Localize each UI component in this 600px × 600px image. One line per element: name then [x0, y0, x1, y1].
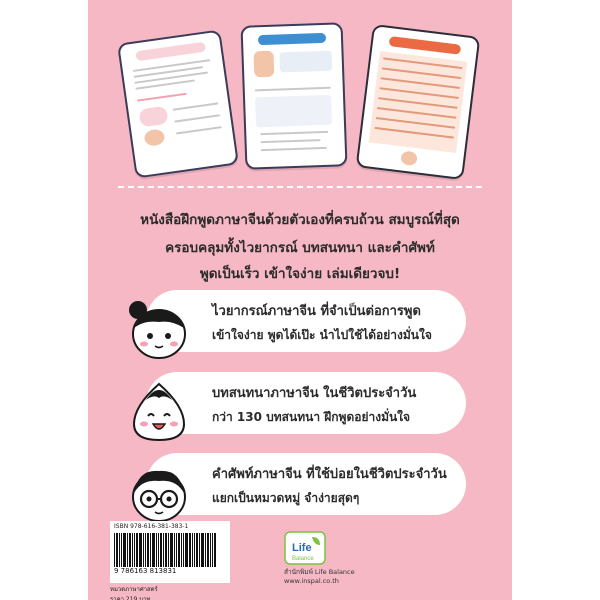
feature-vocabulary-rest: ที่ใช้บ่อยในชีวิตประจำวัน [301, 467, 447, 482]
barcode-bar [201, 533, 204, 567]
feature-conversation-title [212, 382, 416, 403]
feature-conversation-highlight: บทสนทนาภาษาจีน [212, 386, 319, 401]
barcode-bar [134, 533, 135, 567]
barcode-bar [116, 533, 118, 567]
barcode-bar [205, 533, 206, 567]
barcode-bar [143, 533, 144, 567]
barcode-bar [145, 533, 146, 567]
barcode-bar [192, 533, 193, 567]
barcode-bar [129, 533, 131, 567]
glasses-face-icon [124, 457, 194, 527]
feature-grammar-title [212, 300, 421, 321]
sample-pages-illustration [118, 14, 482, 190]
barcode-bar [170, 533, 173, 567]
barcode-bar [119, 533, 120, 567]
barcode-bar [185, 533, 188, 567]
barcode-bar [174, 533, 175, 567]
feature-vocabulary-subtitle: แยกเป็นหมวดหมู่ จำง่ายสุดๆ [212, 491, 360, 505]
publisher-name: สำนักพิมพ์ Life Balance [284, 568, 355, 576]
barcode-bar [199, 533, 200, 567]
barcode-bar [212, 533, 213, 567]
publisher-info [284, 568, 355, 586]
logo-text-bottom: Balance [292, 556, 314, 562]
barcode-bar [114, 533, 115, 567]
barcode-bar [150, 533, 151, 567]
barcode-bar [158, 533, 159, 567]
barcode-bar [121, 533, 122, 567]
dashed-cut-line [118, 186, 482, 188]
price-box [110, 584, 230, 600]
feature-conversation-rest: ในชีวิตประจำวัน [318, 386, 417, 401]
barcode-bar [163, 533, 164, 567]
sample-page-grammar [117, 29, 239, 178]
feature-vocabulary-title [212, 463, 447, 484]
barcode-bar [139, 533, 142, 567]
isbn-label: ISBN 978-616-381-383-1 [114, 523, 189, 530]
sample-page-conversation [241, 22, 348, 169]
sample-page-vocabulary [356, 24, 481, 180]
barcode-bar [132, 533, 133, 567]
book-back-cover [88, 0, 512, 600]
isbn-digits: 9 786163 813831 [114, 567, 177, 575]
barcode-bar [178, 533, 180, 567]
barcode-bar [176, 533, 177, 567]
feature-grammar-rest: ที่จำเป็นต่อการพูด [315, 304, 421, 319]
girl-bun-face-icon [124, 294, 194, 364]
barcode-bar [189, 533, 191, 567]
barcode-bar [168, 533, 169, 567]
barcode-bar [160, 533, 162, 567]
feature-vocabulary [146, 453, 466, 515]
feature-vocabulary-highlight: คำศัพท์ภาษาจีน [212, 467, 302, 482]
barcode-bar [210, 533, 211, 567]
tagline-line-2: ครอบคลุมทั้งไวยากรณ์ บทสนทนา และคำศัพท์ [165, 240, 435, 256]
barcode-bar [147, 533, 149, 567]
barcode-bar [207, 533, 209, 567]
price-label: ราคา 219 บาท [110, 596, 151, 600]
barcode-bar [152, 533, 155, 567]
barcode-bar [196, 533, 198, 567]
barcode-bar [214, 533, 216, 567]
onigiri-face-icon [124, 376, 194, 446]
feature-grammar-subtitle: เข้าใจง่าย พูดได้เป๊ะ นำไปใช้ได้อย่างมั่นใจ [212, 328, 432, 342]
category-label: หมวดภาษาศาสตร์ [110, 586, 158, 593]
barcode [114, 533, 226, 567]
barcode-bar [123, 533, 126, 567]
barcode-bar [156, 533, 157, 567]
feature-conversation-subtitle: กว่า 130 บทสนทนา ฝึกพูดอย่างมั่นใจ [212, 410, 411, 424]
feature-conversation [146, 372, 466, 434]
logo-text-top: Life [292, 542, 312, 554]
publisher-url: www.inspal.co.th [284, 577, 339, 585]
barcode-bar [165, 533, 167, 567]
barcode-bar [194, 533, 195, 567]
barcode-bar [183, 533, 184, 567]
barcode-bar [127, 533, 128, 567]
isbn-barcode-box [110, 521, 230, 583]
life-balance-logo [284, 531, 326, 565]
feature-grammar [146, 290, 466, 352]
feature-grammar-highlight: ไวยากรณ์ภาษาจีน [212, 304, 316, 319]
tagline-line-1: หนังสือฝึกพูดภาษาจีนด้วยตัวเองที่ครบถ้วน สมบูรณ์ที่สุด [140, 212, 460, 228]
barcode-bar [181, 533, 182, 567]
tagline-line-3: พูดเป็นเร็ว เข้าใจง่าย เล่มเดียวจบ! [199, 266, 401, 282]
barcode-bar [136, 533, 138, 567]
